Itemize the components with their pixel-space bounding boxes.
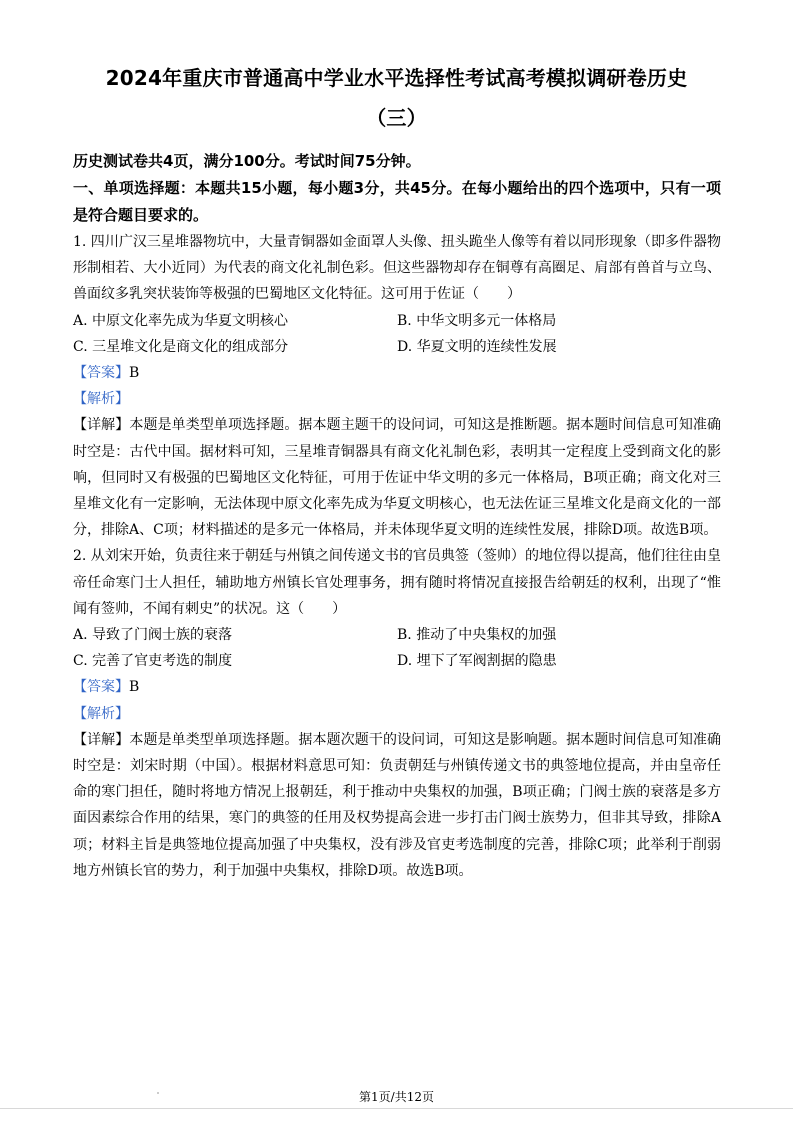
option-d: D. 埋下了军阀割据的隐患 xyxy=(397,653,557,670)
answer-value: B xyxy=(129,365,140,382)
option-b: B. 推动了中央集权的加强 xyxy=(397,627,557,644)
answer-line xyxy=(73,360,721,386)
detail-label: 【详解】 xyxy=(73,731,130,748)
exam-intro: 历史测试卷共4页，满分100分。考试时间75分钟。 xyxy=(73,152,421,170)
document-body xyxy=(73,148,721,884)
analysis-label: 【解析】 xyxy=(73,391,129,408)
detail-paragraph xyxy=(73,412,721,543)
document-subtitle: （三） xyxy=(366,106,427,130)
detail-label: 【详解】 xyxy=(73,417,130,434)
answer-line xyxy=(73,674,721,700)
options-row-1 xyxy=(73,308,721,334)
analysis-label: 【解析】 xyxy=(73,705,129,722)
analysis-line xyxy=(73,386,721,412)
detail-paragraph xyxy=(73,727,721,884)
answer-label: 【答案】 xyxy=(73,365,129,382)
detail-text: 本题是单类型单项选择题。据本题次题干的设问词，可知这是影响题。据本题时间信息可知准确时空是：刘宋时期（中国）。根据材料意思可知：负责朝廷与州镇传递文书的典签地位提高，并由皇帝任命的寒门担任，随时将地方情况上报朝廷，利于推动中央集权的加强，B项正确；门阀士族的衰落是多方面因素综合作用的结果，寒门的典签的任用及权势提高会进一步打击门阀士族势力，但非其导致，排除A项；材料主旨是典签地位提高加强了中央集权，没有涉及官吏考选制度的完善，排除C项；此举利于削弱地方州镇长官的势力，利于加强中央集权，排除D项。故选B项。 xyxy=(73,731,722,879)
question-stem: 2. 从刘宋开始，负责往来于朝廷与州镇之间传递文书的官员典签（签帅）的地位得以提高，他们往往由皇帝任命寒门士人担任，辅助地方州镇长官处理事务，拥有随时将情况直接报告给朝廷的权利，出现了“惟闻有签帅，不闻有刺史”的状况。这（ ） xyxy=(73,548,721,617)
answer-label: 【答案】 xyxy=(73,679,129,696)
option-a: A. 中原文化率先成为华夏文明核心 xyxy=(73,312,289,329)
question-stem: 1. 四川广汉三星堆器物坑中，大量青铜器如金面罩人头像、扭头跪坐人像等有着以同形现象（即多件器物形制相若、大小近同）为代表的商文化礼制色彩。但这些器物却存在铜尊有高圈足、肩部有兽首与立鸟、兽面纹多乳突状装饰等极强的巴蜀地区文化特征。这可用于佐证（ ） xyxy=(73,234,721,303)
question-1 xyxy=(73,229,721,543)
section-heading: 一、单项选择题：本题共15小题，每小题3分，共45分。在每小题给出的四个选项中，只有一项是符合题目要求的。 xyxy=(73,179,721,224)
options-row-1 xyxy=(73,622,721,648)
options-row-2 xyxy=(73,334,721,360)
page-number: 第1页/共12页 xyxy=(359,1090,434,1104)
option-c: C. 三星堆文化是商文化的组成部分 xyxy=(73,338,289,355)
document-title: 2024年重庆市普通高中学业水平选择性考试高考模拟调研卷历史 xyxy=(105,66,688,90)
options-row-2 xyxy=(73,648,721,674)
detail-text: 本题是单类型单项选择题。据本题主题干的设问词，可知这是推断题。据本题时间信息可知准确时空是：古代中国。据材料可知，三星堆青铜器具有商文化礼制色彩，表明其一定程度上受到商文化的影响，但同时又有极强的巴蜀地区文化特征，可用于佐证中华文明的多元一体格局，B项正确；商文化对三星堆文化有一定影响，无法体现中原文化率先成为华夏文明核心，也无法佐证三星堆文化是商文化的一部分，排除A、C项；材料描述的是多元一体格局，并未体现华夏文明的连续性发展，排除D项。故选B项。 xyxy=(73,417,722,539)
footer-divider xyxy=(0,1108,793,1109)
question-2 xyxy=(73,543,721,884)
option-b: B. 中华文明多元一体格局 xyxy=(397,312,557,329)
option-c: C. 完善了官吏考选的制度 xyxy=(73,653,233,670)
option-d: D. 华夏文明的连续性发展 xyxy=(397,338,557,355)
analysis-line xyxy=(73,701,721,727)
answer-value: B xyxy=(129,679,140,696)
option-a: A. 导致了门阀士族的衰落 xyxy=(73,627,233,644)
